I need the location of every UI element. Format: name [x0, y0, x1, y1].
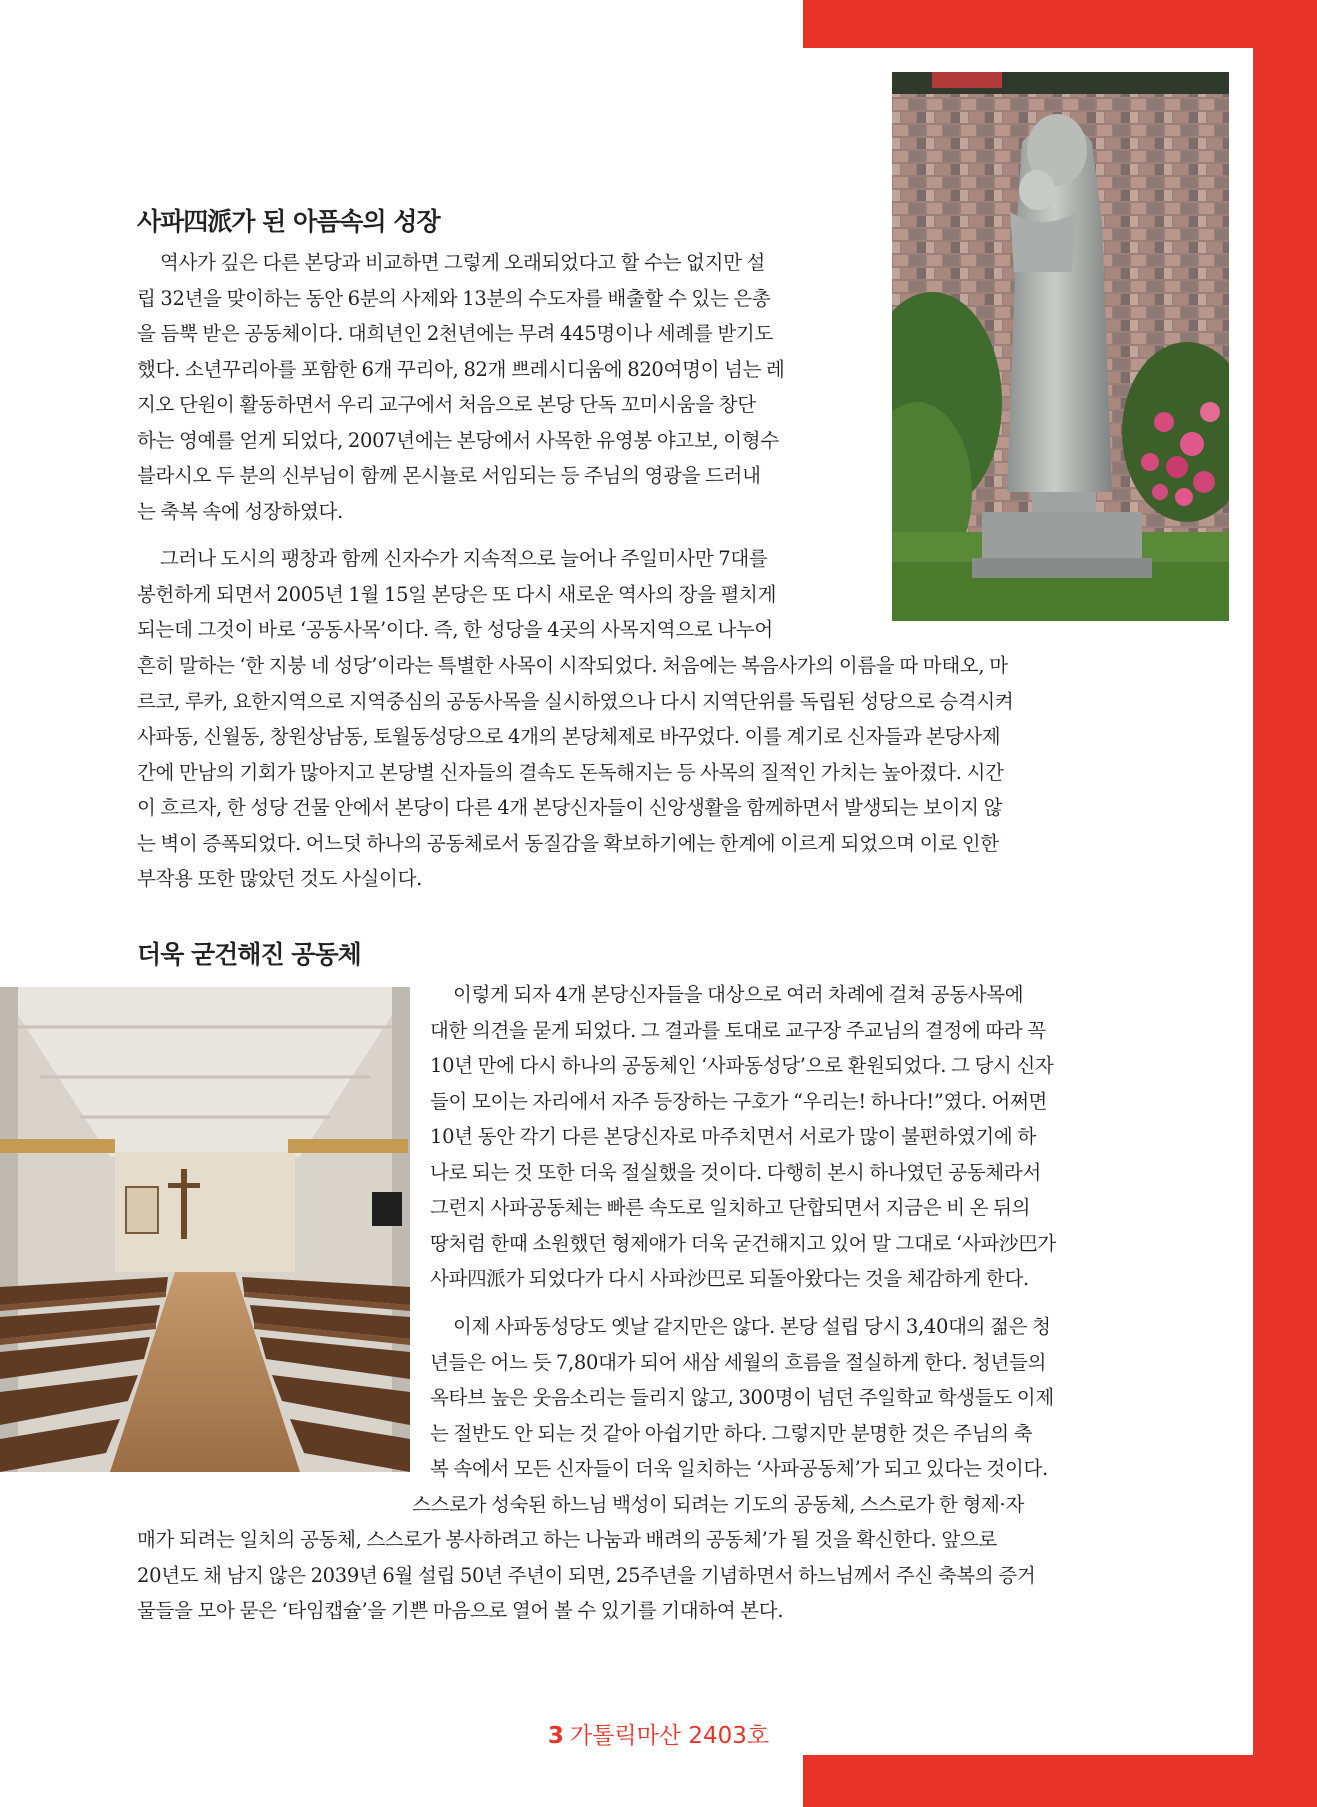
text-line: 되는데 그것이 바로 ‘공동사목’이다. 즉, 한 성당을 4곳의 사목지역으로 나누어	[137, 618, 773, 641]
text-line: 들이 모이는 자리에서 자주 등장하는 구호가 “우리는! 하나다!”였다. 어쩌면	[430, 1089, 1048, 1113]
text-line: 나로 되는 것 또한 더욱 절실했을 것이다. 다행히 본시 하나였던 공동체라서	[430, 1160, 1041, 1184]
madonna-statue-photo	[892, 72, 1229, 621]
text-line: 봉헌하게 되면서 2005년 1월 15일 본당은 또 다시 새로운 역사의 장을 펼치게	[137, 582, 777, 606]
text-line: 이 흐르자, 한 성당 건물 안에서 본당이 다른 4개 본당신자들이 신앙생활을 함께하면서 발생되는 보이지 않	[137, 796, 1003, 819]
text-line: 20년도 채 남지 않은 2039년 6월 설립 50년 주년이 되면, 25주년을 기념하면서 하느님께서 주신 축복의 증거	[137, 1563, 1036, 1587]
text-line: 립 32년을 맞이하는 동안 6분의 사제와 13분의 수도자를 배출할 수 있는 은총	[137, 286, 771, 310]
section2-paragraph-2-continued	[137, 1522, 1137, 1629]
section1-paragraph-2	[137, 541, 869, 648]
section1-paragraph-2-continued	[137, 648, 1137, 897]
text-line: 지오 단원이 활동하면서 우리 교구에서 처음으로 본당 단독 꼬미시움을 창단	[137, 393, 756, 416]
text-line: 물들을 모아 묻은 ‘타임캡슐’을 기쁜 마음으로 열어 볼 수 있기를 기대하여 본다.	[137, 1599, 784, 1622]
text-line: 복 속에서 모든 신자들이 더욱 일치하는 ‘사파공동체’가 되고 있다는 것이다.	[430, 1457, 1048, 1480]
text-line: 이제 사파동성당도 옛날 같지만은 않다. 본당 설립 당시 3,40대의 젊은 청	[453, 1315, 1051, 1338]
publication-name: 가톨릭마산 2403호	[569, 1723, 770, 1749]
section2-paragraph-2	[412, 1309, 1137, 1522]
text-line: 부작용 또한 많았던 것도 사실이다.	[137, 867, 423, 890]
section1-heading: 사파四派가 된 아픔속의 성장	[137, 207, 440, 236]
red-frame-top	[803, 0, 1317, 48]
page-number: 3	[547, 1723, 564, 1749]
text-line: 옥타브 높은 웃음소리는 들리지 않고, 300명이 넘던 주일학교 학생들도 이제	[430, 1386, 1054, 1409]
text-line: 매가 되려는 일치의 공동체, 스스로가 봉사하려고 하는 나눔과 배려의 공동체’가 될 것을 확신한다. 앞으로	[137, 1528, 997, 1551]
text-line: 을 듬뿍 받은 공동체이다. 대희년인 2천년에는 무려 445명이나 세례를 받기도	[137, 322, 773, 345]
statue-illustration	[892, 72, 1229, 621]
text-line: 역사가 깊은 다른 본당과 비교하면 그렇게 오래되었다고 할 수는 없지만 설	[160, 251, 766, 274]
text-line: 하는 영예를 얻게 되었다, 2007년에는 본당에서 사목한 유영봉 야고보, 이형수	[137, 428, 779, 452]
text-line: 그러나 도시의 팽창과 함께 신자수가 지속적으로 늘어나 주일미사만 7대를	[160, 547, 768, 570]
text-line: 이렇게 되자 4개 본당신자들을 대상으로 여러 차례에 걸쳐 공동사목에	[453, 983, 1024, 1006]
section2-paragraph-1	[430, 977, 1137, 1297]
interior-illustration	[0, 987, 410, 1472]
text-line: 흔히 말하는 ‘한 지붕 네 성당’이라는 특별한 사목이 시작되었다. 처음에는 복음사가의 이름을 따 마태오, 마	[137, 654, 1008, 677]
text-line: 사파동, 신월동, 창원상남동, 토월동성당으로 4개의 본당체제로 바꾸었다. 이를 계기로 신자들과 본당사제	[137, 725, 1001, 748]
red-frame-right	[1253, 0, 1317, 1807]
church-interior-photo	[0, 987, 410, 1472]
text-line: 는 벽이 증폭되었다. 어느덧 하나의 공동체로서 동질감을 확보하기에는 한계에 이르게 되었으며 이로 인한	[137, 831, 999, 855]
text-line: 10년 만에 다시 하나의 공동체인 ‘사파동성당’으로 환원되었다. 그 당시 신자	[430, 1054, 1054, 1077]
text-line: 땅처럼 한때 소원했던 형제애가 더욱 굳건해지고 있어 말 그대로 ‘사파沙巴가	[430, 1231, 1056, 1255]
text-line: 는 축복 속에 성장하였다.	[137, 499, 343, 523]
text-line: 블라시오 두 분의 신부님이 함께 몬시뇰로 서임되는 등 주님의 영광을 드러내	[137, 464, 761, 487]
text-line: 년들은 어느 듯 7,80대가 되어 새삼 세월의 흐름을 절실하게 한다. 청년들의	[430, 1350, 1047, 1374]
text-line: 르코, 루카, 요한지역으로 지역중심의 공동사목을 실시하였으나 다시 지역단위를 독립된 성당으로 승격시켜	[137, 689, 1014, 713]
section1-paragraph-1	[137, 245, 869, 529]
text-line: 10년 동안 각기 다른 본당신자로 마주치면서 서로가 많이 불편하였기에 하	[430, 1125, 1036, 1148]
text-line: 그런지 사파공동체는 빠른 속도로 일치하고 단합되면서 지금은 비 온 뒤의	[430, 1196, 1031, 1219]
red-frame-bottom	[803, 1755, 1317, 1807]
text-line: 스스로가 성숙된 하느님 백성이 되려는 기도의 공동체, 스스로가 한 형제·자	[412, 1492, 1024, 1516]
text-line: 간에 만남의 기회가 많아지고 본당별 신자들의 결속도 돈독해지는 등 사목의 질적인 가치는 높아졌다. 시간	[137, 760, 1004, 784]
section2-heading: 더욱 굳건해진 공동체	[137, 940, 361, 969]
page-footer	[0, 1717, 1317, 1750]
text-line: 했다. 소년꾸리아를 포함한 6개 꾸리아, 82개 쁘레시디움에 820여명이 넘는 레	[137, 357, 785, 381]
text-line: 는 절반도 안 되는 것 같아 아쉽기만 하다. 그렇지만 분명한 것은 주님의 축	[430, 1421, 1033, 1445]
text-line: 사파四派가 되었다가 다시 사파沙巴로 되돌아왔다는 것을 체감하게 한다.	[430, 1267, 1029, 1290]
text-line: 대한 의견을 묻게 되었다. 그 결과를 토대로 교구장 주교님의 결정에 따라 꼭	[430, 1018, 1046, 1042]
